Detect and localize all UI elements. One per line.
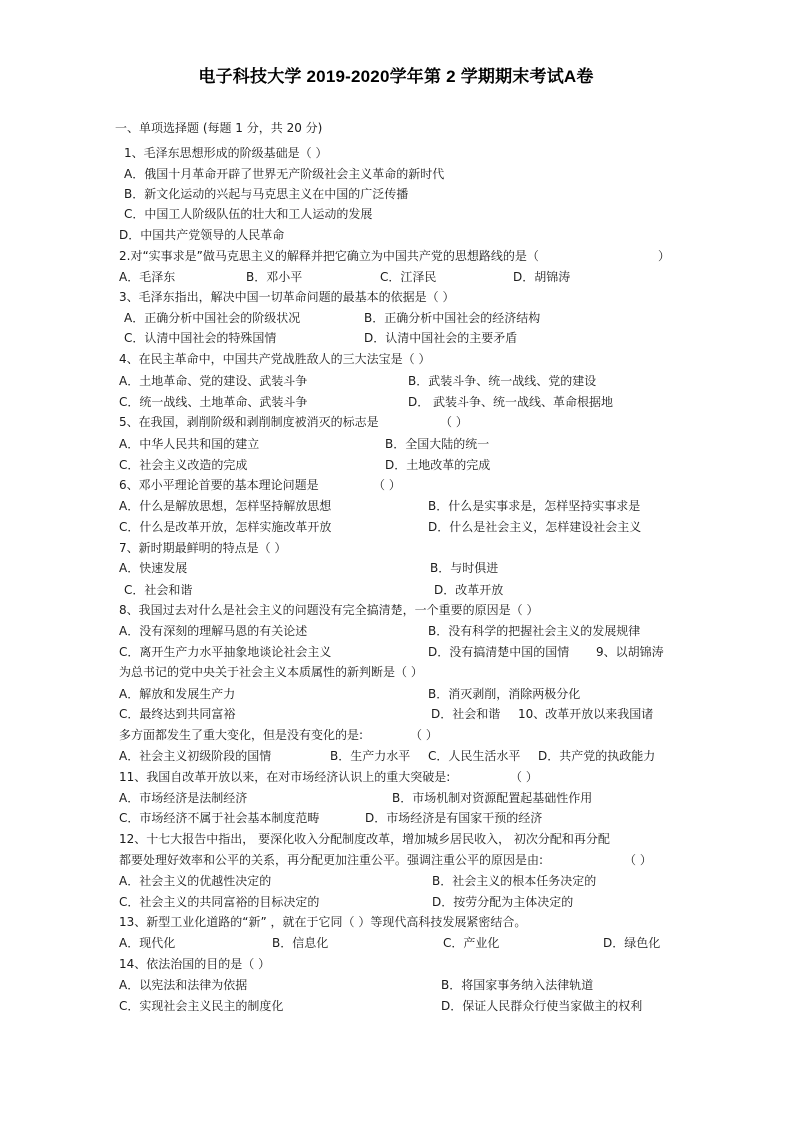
question-line: 12、十七大报告中指出， 要深化收入分配制度改革，增加城乡居民收入， 初次分配和再分配 — [119, 832, 610, 846]
question-line: A．没有深刻的理解马恩的有关论述 — [119, 624, 308, 638]
answer-option: 9、以胡锦涛 — [596, 645, 664, 659]
question-line: 14、依法治国的目的是（ ） — [119, 957, 271, 971]
answer-option: D．认清中国社会的主要矛盾 — [364, 331, 518, 345]
question-line: C．实现社会主义民主的制度化 — [119, 999, 284, 1013]
question-line: B．新文化运动的兴起与马克思主义在中国的广泛传播 — [124, 187, 409, 201]
question-line: C．市场经济不属于社会基本制度范畴 — [119, 811, 320, 825]
question-line: A．以宪法和法律为依据 — [119, 978, 248, 992]
answer-option: 10、改革开放以来我国诸 — [518, 707, 654, 721]
answer-option: B．没有科学的把握社会主义的发展规律 — [428, 624, 641, 638]
question-line: 7、新时期最鲜明的特点是（ ） — [119, 541, 287, 555]
question-line: 多方面都发生了重大变化，但是没有变化的是: — [119, 728, 364, 742]
answer-option: B．什么是实事求是，怎样坚持实事求是 — [428, 499, 641, 513]
answer-option: B．与时俱进 — [430, 561, 499, 575]
answer-option: D．市场经济是有国家干预的经济 — [365, 811, 543, 825]
answer-option: （ ） — [510, 770, 538, 784]
question-line: D．中国共产党领导的人民革命 — [119, 228, 285, 242]
answer-option: D． 武装斗争、统一战线、革命根据地 — [408, 395, 614, 409]
question-line: A．俄国十月革命开辟了世界无产阶级社会主义革命的新时代 — [124, 167, 445, 181]
question-line: 都要处理好效率和公平的关系，再分配更加注重公平。强调注重公平的原因是由: — [119, 853, 544, 867]
answer-option: （ ） — [440, 415, 468, 429]
question-line: C．中国工人阶级队伍的壮大和工人运动的发展 — [124, 207, 373, 221]
question-line: C．什么是改革开放，怎样实施改革开放 — [119, 520, 332, 534]
question-line: A．中华人民共和国的建立 — [119, 437, 260, 451]
question-line: C．社会和谐 — [124, 583, 193, 597]
exam-title: 电子科技大学 2019-2020学年第 2 学期期末考试A卷 — [198, 67, 594, 86]
question-line: A．市场经济是法制经济 — [119, 791, 248, 805]
answer-option: （ ） — [410, 728, 438, 742]
answer-option: D．绿色化 — [603, 936, 661, 950]
answer-option: B．武装斗争、统一战线、党的建设 — [408, 374, 597, 388]
question-line: 1、毛泽东思想形成的阶级基础是（ ） — [124, 146, 328, 160]
answer-option: D．土地改革的完成 — [385, 458, 491, 472]
question-line: A．快速发展 — [119, 561, 188, 575]
answer-option: C．人民生活水平 — [428, 749, 521, 763]
answer-option: B．邓小平 — [246, 270, 303, 284]
answer-option: ） — [658, 249, 671, 263]
answer-option: D．保证人民群众行使当家做主的权利 — [441, 999, 643, 1013]
answer-option: C．产业化 — [443, 936, 500, 950]
answer-option: D．共产党的执政能力 — [538, 749, 656, 763]
answer-option: （ ） — [624, 853, 652, 867]
answer-option: B．生产力水平 — [330, 749, 411, 763]
answer-option: B．消灭剥削，消除两极分化 — [428, 687, 581, 701]
answer-option: （ ） — [373, 478, 401, 492]
question-line: A．解放和发展生产力 — [119, 687, 236, 701]
answer-option: B．将国家事务纳入法律轨道 — [441, 978, 594, 992]
question-line: 2.对“实事求是”做马克思主义的解释并把它确立为中国共产党的思想路线的是（ — [119, 249, 539, 263]
answer-option: B．社会主义的根本任务决定的 — [432, 874, 597, 888]
question-line: C．离开生产力水平抽象地谈论社会主义 — [119, 645, 332, 659]
question-line: 6、邓小平理论首要的基本理论问题是 — [119, 478, 319, 492]
answer-option: D．什么是社会主义，怎样建设社会主义 — [428, 520, 642, 534]
question-line: A．社会主义的优越性决定的 — [119, 874, 272, 888]
answer-option: D．没有搞清楚中国的国情 — [428, 645, 570, 659]
question-line: C．认清中国社会的特殊国情 — [124, 331, 277, 345]
answer-option: D．社会和谐 — [431, 707, 501, 721]
question-line: A．毛泽东 — [119, 270, 176, 284]
answer-option: B．信息化 — [272, 936, 329, 950]
question-line: A．现代化 — [119, 936, 176, 950]
question-line: 3、毛泽东指出，解决中国一切革命问题的最基本的依据是（ ） — [119, 290, 455, 304]
section-heading: 一、单项选择题 (每题 1 分，共 20 分) — [115, 121, 323, 135]
question-line: 11、我国自改革开放以来，在对市场经济认识上的重大突破是: — [119, 770, 451, 784]
question-line: C．统一战线、土地革命、武装斗争 — [119, 395, 308, 409]
question-line: 5、在我国，剥削阶级和剥削制度被消灭的标志是 — [119, 415, 379, 429]
question-line: 为总书记的党中央关于社会主义本质属性的新判断是（ ） — [119, 665, 423, 679]
question-line: 4、在民主革命中，中国共产党战胜敌人的三大法宝是（ ） — [119, 352, 431, 366]
answer-option: D．按劳分配为主体决定的 — [432, 895, 574, 909]
question-line: A．土地革命、党的建设、武装斗争 — [119, 374, 308, 388]
question-line: C．社会主义改造的完成 — [119, 458, 248, 472]
answer-option: D．胡锦涛 — [513, 270, 571, 284]
answer-option: D．改革开放 — [434, 583, 504, 597]
question-line: A．什么是解放思想，怎样坚持解放思想 — [119, 499, 332, 513]
question-line: A．社会主义初级阶段的国情 — [119, 749, 272, 763]
question-line: A．正确分析中国社会的阶级状况 — [124, 311, 301, 325]
answer-option: B．市场机制对资源配置起基础性作用 — [392, 791, 593, 805]
question-line: 13、新型工业化道路的“新” ，就在于它同（ ）等现代高科技发展紧密结合。 — [119, 915, 527, 929]
question-line: C．社会主义的共同富裕的目标决定的 — [119, 895, 320, 909]
answer-option: B．全国大陆的统一 — [385, 437, 490, 451]
question-line: C．最终达到共同富裕 — [119, 707, 236, 721]
answer-option: C．江泽民 — [380, 270, 437, 284]
question-line: 8、我国过去对什么是社会主义的问题没有完全搞清楚，一个重要的原因是（ ） — [119, 603, 539, 617]
answer-option: B．正确分析中国社会的经济结构 — [364, 311, 541, 325]
